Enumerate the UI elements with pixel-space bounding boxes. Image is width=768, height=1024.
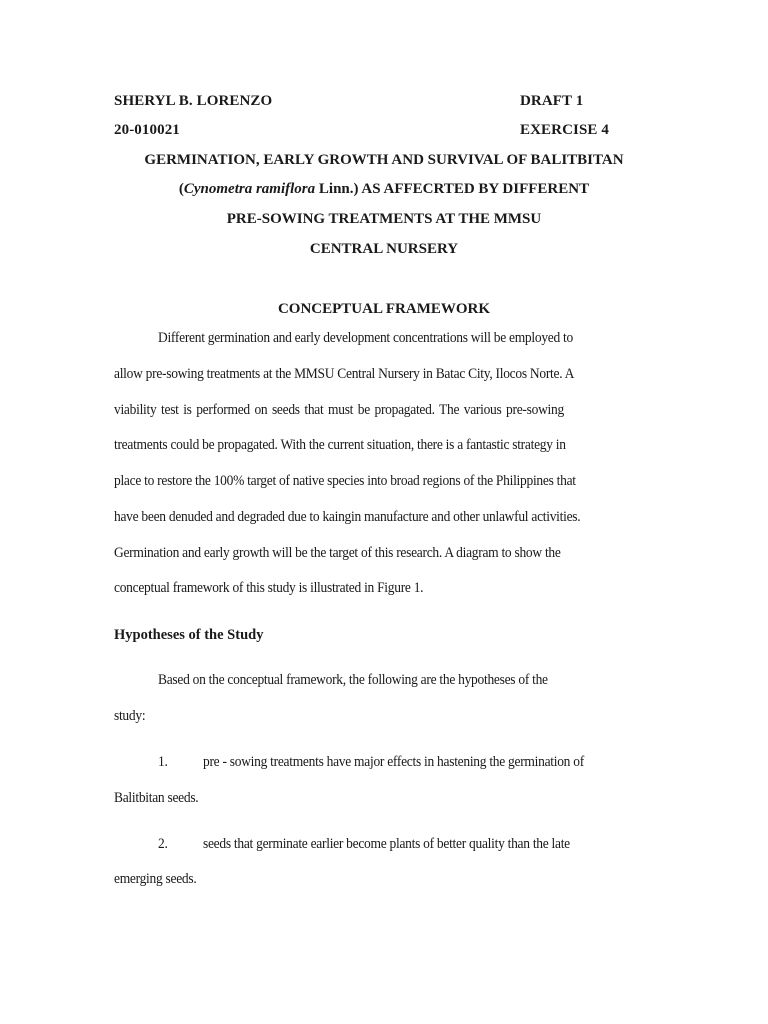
title-paren: ( [178, 181, 184, 197]
paragraph-line: Different germination and early development concentrations will be employed to [158, 330, 573, 346]
hypothesis-text: pre - sowing treatments have major effects in hastening the germination of [203, 754, 584, 770]
hypothesis-number: 1. [158, 754, 168, 770]
paragraph-line: allow pre-sowing treatments at the MMSU Central Nursery in Batac City, Ilocos Norte. A [114, 366, 575, 382]
paragraph-line: conceptual framework of this study is illustrated in Figure 1. [114, 580, 424, 596]
student-id: 20-010021 [114, 122, 180, 138]
title-line-1: GERMINATION, EARLY GROWTH AND SURVIVAL OF BALITBITAN [144, 152, 624, 168]
hypotheses-heading: Hypotheses of the Study [114, 627, 264, 643]
hypothesis-text-cont: emerging seeds. [114, 871, 197, 887]
paragraph-line: treatments could be propagated. With the current situation, there is a fantastic strategy in [114, 437, 566, 453]
hypothesis-text-cont: Balitbitan seeds. [114, 790, 199, 806]
draft-label: DRAFT 1 [520, 93, 584, 109]
paragraph-line: have been denuded and degraded due to kaingin manufacture and other unlawful activities. [114, 509, 581, 525]
author-name: SHERYL B. LORENZO [114, 93, 273, 109]
species-name: Cynometra ramiflora [183, 181, 316, 197]
title-line-3: PRE-SOWING TREATMENTS AT THE MMSU [226, 211, 542, 227]
hypotheses-intro: Based on the conceptual framework, the following are the hypotheses of the [158, 672, 548, 688]
paragraph-line: viability test is performed on seeds that must be propagated. The various pre-sowing [114, 402, 564, 418]
title-line-4: CENTRAL NURSERY [309, 241, 459, 257]
title-line-2 [0, 181, 768, 198]
paragraph-line: Germination and early growth will be the target of this research. A diagram to show the [114, 545, 561, 561]
conceptual-framework-heading: CONCEPTUAL FRAMEWORK [277, 301, 491, 317]
hypotheses-intro-cont: study: [114, 708, 146, 724]
title-line-2-rest: Linn.) AS AFFECRTED BY DIFFERENT [315, 181, 590, 197]
paragraph-line: place to restore the 100% target of native species into broad regions of the Philippines that [114, 473, 576, 489]
exercise-label: EXERCISE 4 [520, 122, 609, 138]
hypothesis-number: 2. [158, 836, 168, 852]
hypothesis-text: seeds that germinate earlier become plants of better quality than the late [203, 836, 570, 852]
